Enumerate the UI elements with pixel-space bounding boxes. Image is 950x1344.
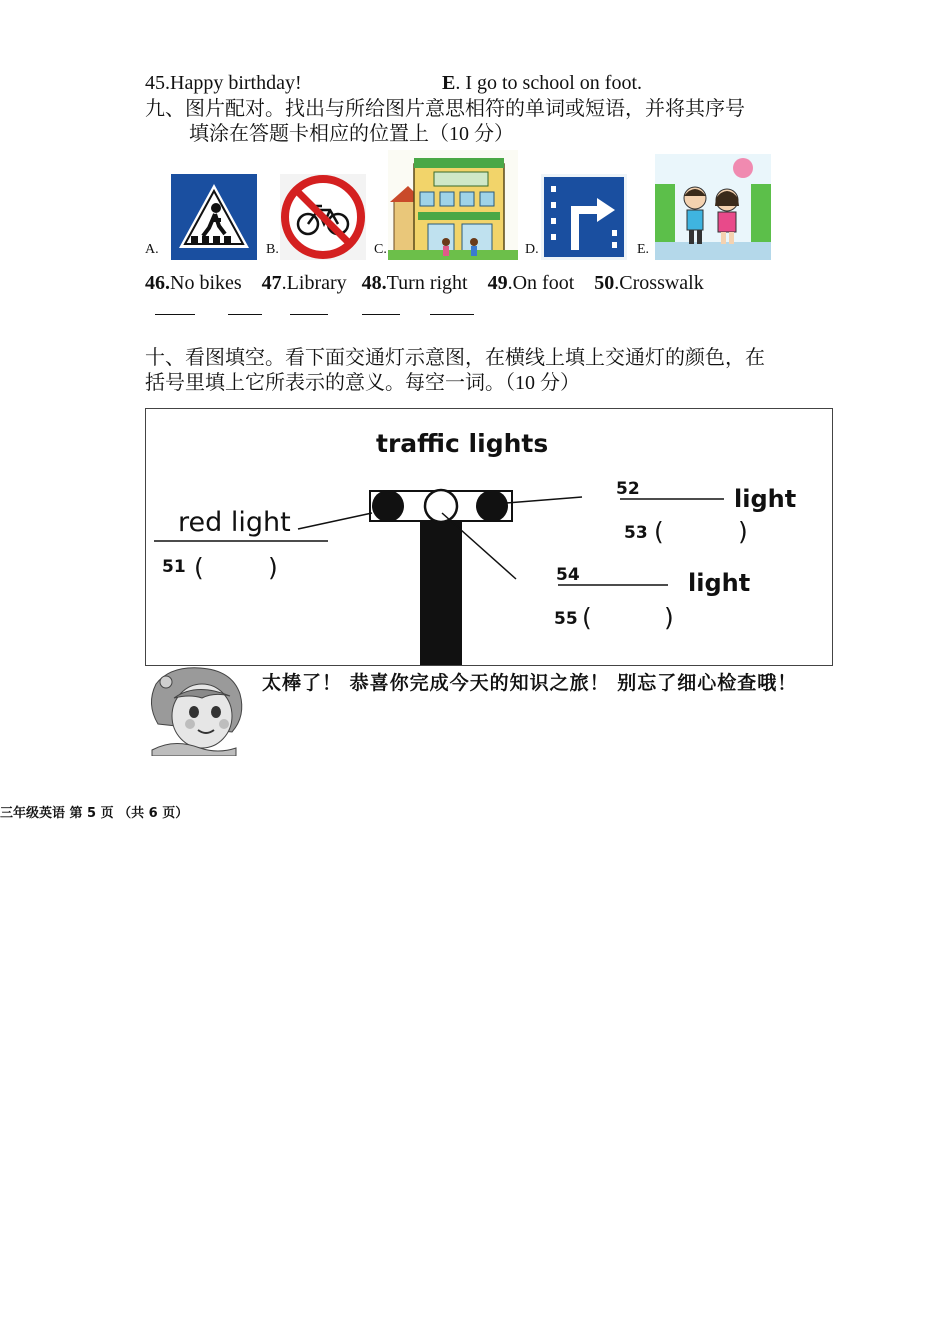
word-50-text: .Crosswalk: [614, 272, 704, 294]
num-53: 53: [624, 523, 648, 543]
paren-55-open: (: [582, 603, 592, 632]
red-light-label: red light: [178, 507, 291, 538]
paren-53-close: ): [738, 517, 748, 546]
item-45: [145, 72, 642, 95]
answer-blank-50[interactable]: [430, 314, 474, 315]
traffic-light-diagram: [145, 408, 833, 666]
section-10-line2: 括号里填上它所表示的意义。每空一词。（10 分）: [145, 372, 580, 394]
diagram-title: traffic lights: [376, 429, 549, 458]
option-e-text: . I go to school on foot.: [455, 72, 642, 94]
crosswalk-sign-icon: [171, 174, 257, 260]
traffic-light-pole: [420, 511, 462, 665]
paren-51-open: (: [194, 553, 204, 582]
turn-right-sign-icon: [541, 174, 627, 260]
page-footer: 三年级英语 第 5 页 （共 6 页）: [0, 806, 189, 821]
light-label-54: light: [688, 569, 751, 597]
picture-label-b: B.: [266, 242, 279, 257]
pointer-line-red: [298, 513, 372, 529]
paren-51-close: ): [268, 553, 278, 582]
word-50-num: 50: [594, 272, 615, 294]
option-e: [442, 72, 642, 95]
num-55: 55: [554, 609, 578, 629]
word-49-num: 49: [487, 272, 508, 294]
answer-blank-48[interactable]: [290, 314, 328, 315]
option-e-letter: E: [442, 72, 456, 94]
middle-lamp: [425, 490, 457, 522]
picture-label-c: C.: [374, 242, 387, 257]
picture-label-e: E.: [637, 242, 650, 257]
word-options: [145, 272, 704, 295]
children-walking-icon: [655, 154, 771, 260]
paren-53-open: (: [654, 517, 664, 546]
library-building-icon: [388, 150, 518, 260]
section-9-line1: 九、图片配对。找出与所给图片意思相符的单词或短语，并将其序号: [145, 98, 745, 120]
light-label-52: light: [734, 485, 797, 513]
left-lamp: [372, 490, 404, 522]
section-10-line1: 十、看图填空。看下面交通灯示意图，在横线上填上交通灯的颜色，在: [145, 347, 765, 369]
picture-label-a: A.: [145, 242, 159, 257]
no-bikes-sign-icon: [280, 174, 366, 260]
answer-blank-49[interactable]: [362, 314, 400, 315]
section-9-heading: [145, 97, 835, 147]
section-9-line2: 填涂在答题卡相应的位置上（10 分）: [189, 123, 514, 145]
num-54: 54: [556, 565, 580, 585]
item-45-text: 45.Happy birthday!: [145, 72, 302, 94]
word-46-text: No bikes: [170, 272, 242, 294]
answer-blank-46[interactable]: [155, 314, 195, 315]
num-51: 51: [162, 557, 186, 577]
right-lamp: [476, 490, 508, 522]
picture-label-d: D.: [525, 242, 539, 257]
word-47-text: .Library: [281, 272, 347, 294]
pointer-line-52: [506, 497, 582, 503]
section-10-heading: [145, 346, 825, 396]
word-48-num: 48.: [361, 272, 387, 294]
paren-55-close: ): [664, 603, 674, 632]
word-47-num: 47: [261, 272, 282, 294]
word-46-num: 46.: [145, 272, 170, 294]
word-48-text: Turn right: [386, 272, 468, 294]
congratulations-message: 太棒了！ 恭喜你完成今天的知识之旅！ 别忘了细心检查哦！: [262, 672, 798, 694]
cartoon-girl-icon: [144, 664, 248, 756]
num-52: 52: [616, 479, 640, 499]
answer-blank-47[interactable]: [228, 314, 262, 315]
word-49-text: .On foot: [507, 272, 575, 294]
pictures-row: [145, 148, 785, 260]
